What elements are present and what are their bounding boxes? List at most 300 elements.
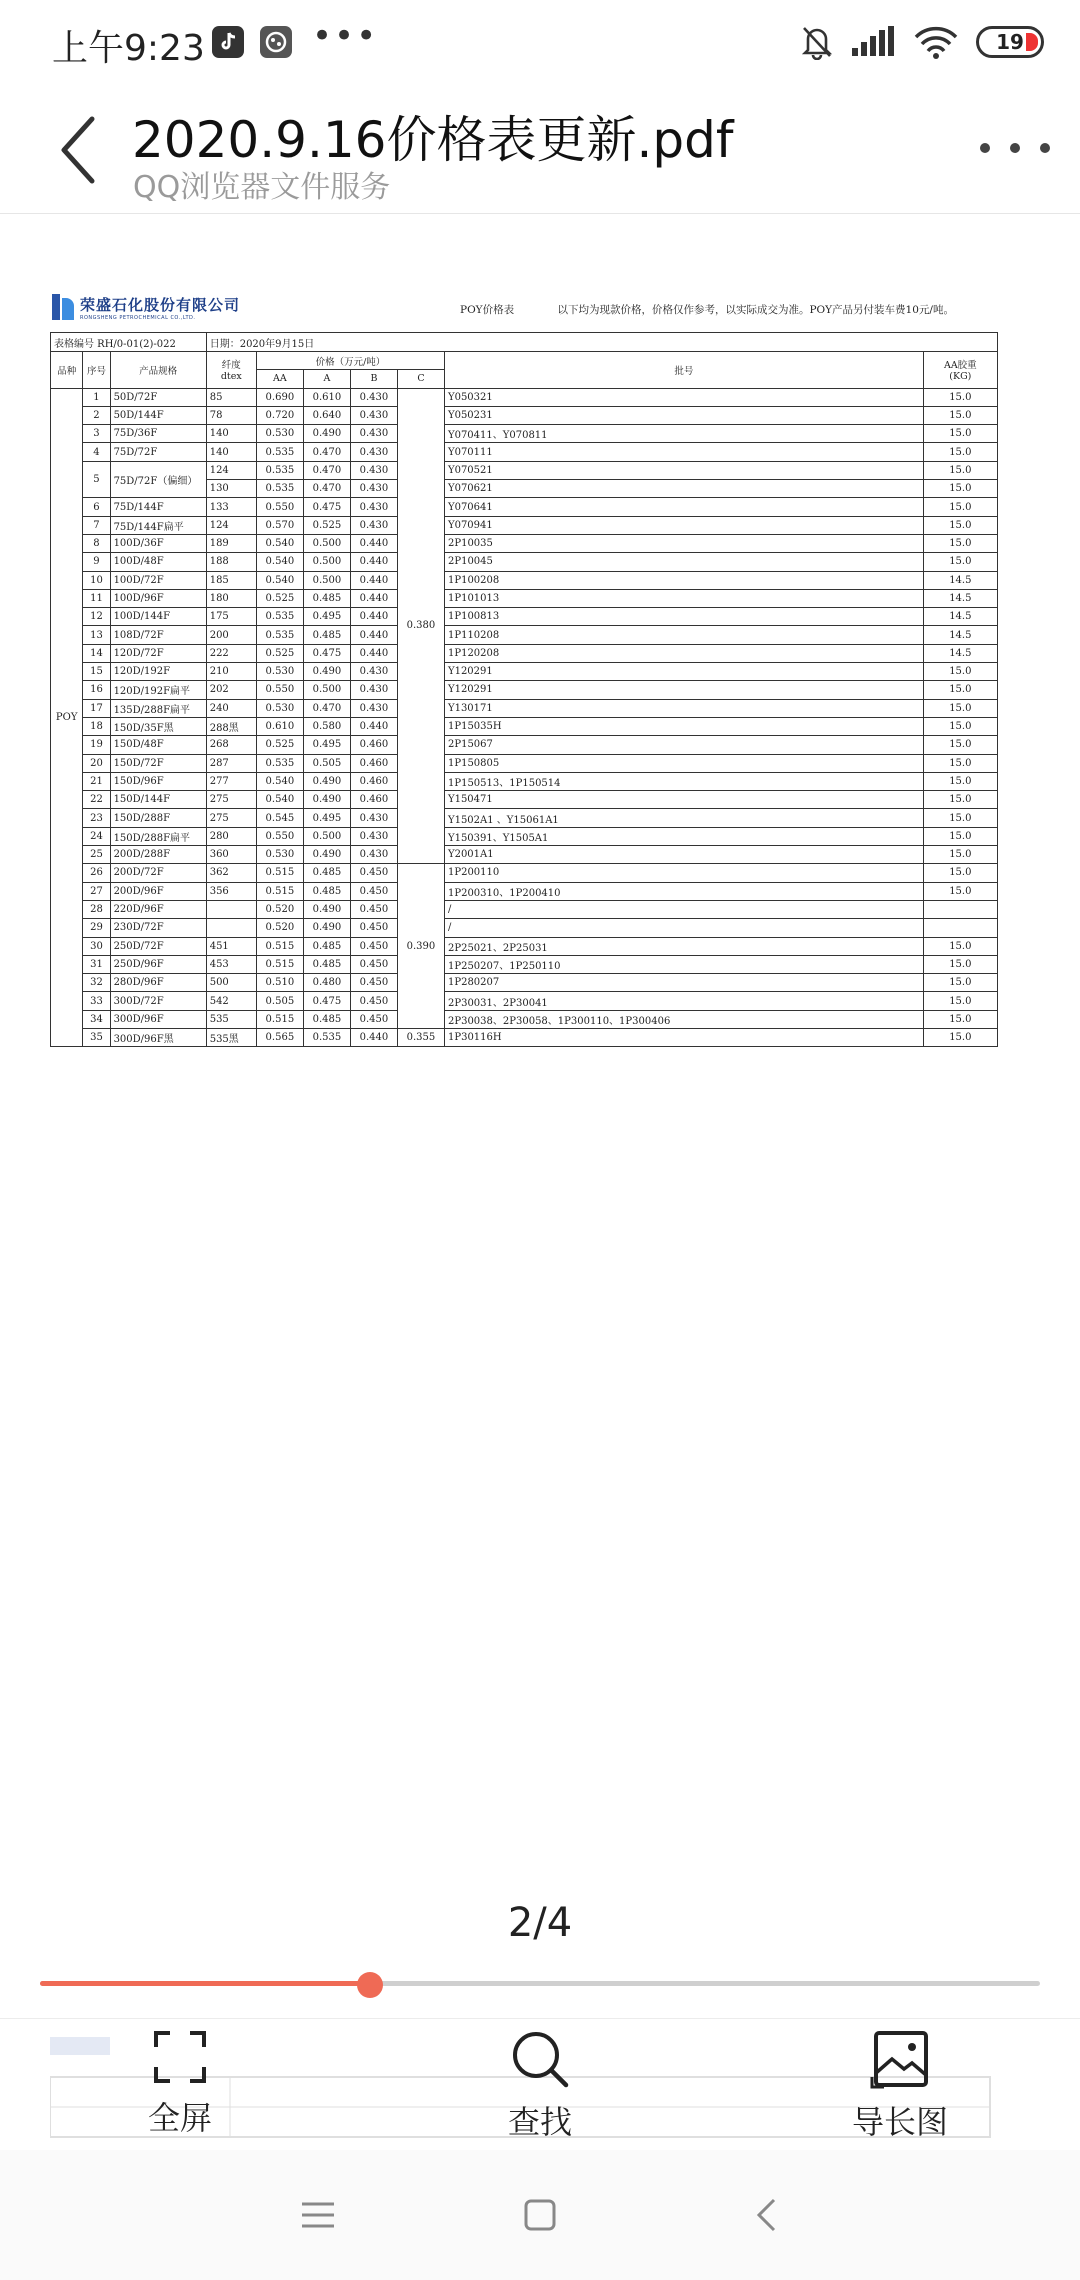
price-b-cell: 0.430	[350, 516, 397, 534]
seq-cell: 18	[83, 717, 110, 735]
batch-cell: 1P100813	[444, 608, 923, 626]
seq-cell: 4	[83, 443, 110, 461]
weight-cell: 15.0	[923, 955, 997, 973]
price-a-cell: 0.475	[303, 992, 350, 1010]
seq-cell: 7	[83, 516, 110, 534]
price-a-cell: 0.470	[303, 699, 350, 717]
seq-cell: 15	[83, 663, 110, 681]
price-a-cell: 0.470	[303, 443, 350, 461]
header-a: A	[303, 370, 350, 388]
file-service-subtitle: QQ浏览器文件服务	[133, 170, 391, 205]
dtex-cell: 130	[206, 480, 256, 498]
dtex-cell: 356	[206, 882, 256, 900]
spec-cell: 250D/96F	[110, 955, 206, 973]
price-aa-cell: 0.535	[256, 480, 303, 498]
price-b-cell: 0.430	[350, 681, 397, 699]
status-bar	[0, 0, 1080, 90]
nav-menu-button[interactable]	[288, 2190, 348, 2240]
spec-cell: 75D/36F	[110, 425, 206, 443]
table-row	[51, 809, 998, 827]
weight-cell: 14.5	[923, 571, 997, 589]
spec-cell: 120D/192F	[110, 663, 206, 681]
weight-cell: 15.0	[923, 516, 997, 534]
price-aa-cell: 0.550	[256, 498, 303, 516]
price-a-cell: 0.485	[303, 955, 350, 973]
header-price: 价格（万元/吨）	[256, 352, 444, 370]
price-a-cell: 0.475	[303, 498, 350, 516]
price-aa-cell: 0.510	[256, 974, 303, 992]
price-b-cell: 0.460	[350, 791, 397, 809]
price-aa-cell: 0.530	[256, 663, 303, 681]
batch-cell: 2P10045	[444, 553, 923, 571]
slider-progress	[40, 1981, 370, 1986]
price-b-cell: 0.450	[350, 882, 397, 900]
price-table	[50, 332, 998, 1047]
dtex-cell: 180	[206, 589, 256, 607]
spec-cell: 135D/288F扁平	[110, 699, 206, 717]
spec-cell: 50D/144F	[110, 406, 206, 424]
price-aa-cell: 0.525	[256, 589, 303, 607]
batch-cell: 1P200110	[444, 864, 923, 882]
seq-cell: 19	[83, 736, 110, 754]
dtex-cell: 542	[206, 992, 256, 1010]
price-b-cell: 0.450	[350, 919, 397, 937]
price-a-cell: 0.485	[303, 937, 350, 955]
batch-cell: Y070411、Y070811	[444, 425, 923, 443]
weight-cell: 15.0	[923, 974, 997, 992]
pdf-page[interactable]	[0, 270, 1080, 1070]
price-a-cell: 0.525	[303, 516, 350, 534]
weight-cell: 15.0	[923, 681, 997, 699]
table-row	[51, 992, 998, 1010]
price-a-cell: 0.610	[303, 388, 350, 406]
table-row	[51, 864, 998, 882]
spec-cell: 50D/72F	[110, 388, 206, 406]
weight-cell	[923, 919, 997, 937]
weight-cell: 15.0	[923, 882, 997, 900]
price-a-cell: 0.490	[303, 900, 350, 918]
batch-cell: Y070521	[444, 461, 923, 479]
weight-cell: 15.0	[923, 937, 997, 955]
rongsheng-logo-icon	[52, 294, 74, 320]
seq-cell: 11	[83, 589, 110, 607]
seq-cell: 17	[83, 699, 110, 717]
price-a-cell: 0.535	[303, 1028, 350, 1046]
spec-cell: 100D/36F	[110, 534, 206, 552]
price-aa-cell: 0.515	[256, 937, 303, 955]
mute-bell-icon	[800, 24, 834, 60]
price-a-cell: 0.640	[303, 406, 350, 424]
seq-cell: 30	[83, 937, 110, 955]
weight-cell: 15.0	[923, 663, 997, 681]
batch-cell: 1P200310、1P200410	[444, 882, 923, 900]
spec-cell: 100D/96F	[110, 589, 206, 607]
price-b-cell: 0.430	[350, 809, 397, 827]
price-a-cell: 0.490	[303, 791, 350, 809]
price-b-cell: 0.440	[350, 717, 397, 735]
weight-cell: 14.5	[923, 608, 997, 626]
price-a-cell: 0.485	[303, 589, 350, 607]
table-title: POY价格表	[460, 304, 515, 316]
company-logo	[52, 294, 240, 321]
file-title: 2020.9.16价格表更新.pdf	[132, 111, 734, 169]
price-a-cell: 0.490	[303, 846, 350, 864]
dtex-cell: 175	[206, 608, 256, 626]
seq-cell: 2	[83, 406, 110, 424]
batch-cell: Y150391、Y1505A1	[444, 827, 923, 845]
weight-cell: 15.0	[923, 534, 997, 552]
table-row	[51, 461, 998, 479]
seq-cell: 23	[83, 809, 110, 827]
price-aa-cell: 0.540	[256, 534, 303, 552]
price-b-cell: 0.440	[350, 1028, 397, 1046]
price-b-cell: 0.430	[350, 498, 397, 516]
batch-cell: 2P10035	[444, 534, 923, 552]
spec-cell: 150D/72F	[110, 754, 206, 772]
weight-cell: 15.0	[923, 498, 997, 516]
table-row	[51, 1010, 998, 1028]
slider-thumb[interactable]	[357, 1972, 383, 1998]
price-aa-cell: 0.565	[256, 1028, 303, 1046]
battery-level: 19	[996, 30, 1024, 54]
price-aa-cell: 0.535	[256, 443, 303, 461]
spec-cell: 150D/48F	[110, 736, 206, 754]
seq-cell: 12	[83, 608, 110, 626]
table-row	[51, 974, 998, 992]
weight-cell: 15.0	[923, 827, 997, 845]
seq-cell: 8	[83, 534, 110, 552]
batch-cell: Y070941	[444, 516, 923, 534]
batch-cell: Y130171	[444, 699, 923, 717]
fullscreen-icon	[152, 2029, 208, 2085]
spec-cell: 100D/72F	[110, 571, 206, 589]
price-b-cell: 0.440	[350, 626, 397, 644]
weight-cell: 14.5	[923, 626, 997, 644]
price-a-cell: 0.490	[303, 663, 350, 681]
batch-cell: Y120291	[444, 681, 923, 699]
weight-cell: 15.0	[923, 809, 997, 827]
seq-cell: 24	[83, 827, 110, 845]
fullscreen-button[interactable]	[90, 2029, 270, 2149]
dtex-cell	[206, 900, 256, 918]
back-button[interactable]	[48, 110, 108, 190]
nav-back-button[interactable]	[736, 2190, 796, 2240]
price-b-cell: 0.460	[350, 772, 397, 790]
spec-cell: 200D/96F	[110, 882, 206, 900]
price-b-cell: 0.450	[350, 937, 397, 955]
batch-cell: Y070641	[444, 498, 923, 516]
header-category: 品种	[51, 352, 83, 389]
price-aa-cell: 0.515	[256, 882, 303, 900]
spec-cell: 75D/144F	[110, 498, 206, 516]
table-row	[51, 425, 998, 443]
batch-cell: Y2001A1	[444, 846, 923, 864]
price-b-cell: 0.430	[350, 827, 397, 845]
price-a-cell: 0.470	[303, 461, 350, 479]
price-a-cell: 0.490	[303, 772, 350, 790]
page-slider[interactable]	[40, 1972, 1040, 1996]
tiktok-icon	[212, 26, 244, 58]
price-b-cell: 0.430	[350, 846, 397, 864]
seq-cell: 29	[83, 919, 110, 937]
price-b-cell: 0.440	[350, 571, 397, 589]
dtex-cell: 124	[206, 516, 256, 534]
spec-cell: 100D/48F	[110, 553, 206, 571]
seq-cell: 27	[83, 882, 110, 900]
price-a-cell: 0.470	[303, 480, 350, 498]
page-indicator: 2/4	[507, 1900, 573, 1946]
batch-cell: Y050231	[444, 406, 923, 424]
dtex-cell: 78	[206, 406, 256, 424]
status-icons	[800, 22, 1044, 62]
form-number: 表格编号 RH/0-01(2)-022	[51, 333, 207, 352]
dtex-cell: 222	[206, 644, 256, 662]
price-b-cell: 0.430	[350, 406, 397, 424]
dtex-cell: 500	[206, 974, 256, 992]
dtex-cell: 202	[206, 681, 256, 699]
price-aa-cell: 0.570	[256, 516, 303, 534]
weight-cell: 15.0	[923, 406, 997, 424]
price-aa-cell: 0.540	[256, 553, 303, 571]
weight-cell: 15.0	[923, 480, 997, 498]
signal-icon	[852, 26, 896, 58]
price-b-cell: 0.430	[350, 461, 397, 479]
fullscreen-label: 全屏	[147, 2099, 212, 2137]
dtex-cell: 535黑	[206, 1028, 256, 1046]
dtex-cell: 451	[206, 937, 256, 955]
price-a-cell: 0.485	[303, 882, 350, 900]
table-row	[51, 663, 998, 681]
price-a-cell: 0.480	[303, 974, 350, 992]
search-icon	[510, 2029, 570, 2089]
table-row	[51, 717, 998, 735]
long-image-icon	[870, 2029, 930, 2089]
dtex-cell: 268	[206, 736, 256, 754]
weight-cell: 15.0	[923, 846, 997, 864]
spec-cell: 75D/72F	[110, 443, 206, 461]
table-row	[51, 589, 998, 607]
spec-cell: 120D/72F	[110, 644, 206, 662]
company-name: 荣盛石化股份有限公司	[80, 296, 241, 314]
spec-cell: 300D/72F	[110, 992, 206, 1010]
batch-cell: /	[444, 900, 923, 918]
weight-cell: 15.0	[923, 388, 997, 406]
price-aa-cell: 0.535	[256, 608, 303, 626]
price-b-cell: 0.430	[350, 699, 397, 717]
wifi-icon	[914, 25, 958, 59]
price-aa-cell: 0.610	[256, 717, 303, 735]
batch-cell: 1P101013	[444, 589, 923, 607]
dtex-cell: 240	[206, 699, 256, 717]
table-row	[51, 571, 998, 589]
batch-cell: Y070111	[444, 443, 923, 461]
batch-cell: 1P150805	[444, 754, 923, 772]
table-row	[51, 516, 998, 534]
dtex-cell: 362	[206, 864, 256, 882]
price-b-cell: 0.450	[350, 864, 397, 882]
batch-cell: 1P15035H	[444, 717, 923, 735]
nav-back-icon	[754, 2197, 778, 2233]
seq-cell: 1	[83, 388, 110, 406]
header-b: B	[350, 370, 397, 388]
batch-cell: 1P280207	[444, 974, 923, 992]
table-row	[51, 406, 998, 424]
system-nav-bar	[0, 2150, 1080, 2280]
price-b-cell: 0.440	[350, 534, 397, 552]
price-b-cell: 0.460	[350, 736, 397, 754]
table-row	[51, 791, 998, 809]
bottom-toolbar	[0, 2018, 1080, 2150]
price-b-cell: 0.430	[350, 663, 397, 681]
batch-cell: 1P30116H	[444, 1028, 923, 1046]
dtex-cell: 275	[206, 791, 256, 809]
header-dtex: 纤度 dtex	[206, 352, 256, 389]
price-b-cell: 0.430	[350, 480, 397, 498]
seq-cell: 28	[83, 900, 110, 918]
back-arrow-icon	[58, 115, 98, 185]
seq-cell: 22	[83, 791, 110, 809]
spec-cell: 200D/72F	[110, 864, 206, 882]
table-row	[51, 626, 998, 644]
price-aa-cell: 0.535	[256, 626, 303, 644]
price-aa-cell: 0.525	[256, 644, 303, 662]
price-aa-cell: 0.515	[256, 864, 303, 882]
price-b-cell: 0.440	[350, 608, 397, 626]
company-name-en: RONGSHENG PETROCHEMICAL CO.,LTD.	[80, 315, 196, 321]
seq-cell: 5	[83, 461, 110, 498]
price-a-cell: 0.495	[303, 809, 350, 827]
seq-cell: 31	[83, 955, 110, 973]
table-row	[51, 772, 998, 790]
batch-cell: Y1502A1 、Y15061A1	[444, 809, 923, 827]
dtex-cell: 140	[206, 425, 256, 443]
title-bar	[0, 90, 1080, 214]
spec-cell: 300D/96F	[110, 1010, 206, 1028]
table-row	[51, 919, 998, 937]
price-b-cell: 0.430	[350, 443, 397, 461]
long-image-label: 导长图	[851, 2103, 948, 2141]
nav-home-button[interactable]	[510, 2190, 570, 2240]
table-row	[51, 846, 998, 864]
header-aa: AA	[256, 370, 303, 388]
dtex-cell: 453	[206, 955, 256, 973]
batch-cell: Y120291	[444, 663, 923, 681]
price-aa-cell: 0.550	[256, 681, 303, 699]
battery-icon	[976, 26, 1044, 58]
table-row	[51, 955, 998, 973]
dtex-cell: 277	[206, 772, 256, 790]
weight-cell: 15.0	[923, 754, 997, 772]
batch-cell: 1P100208	[444, 571, 923, 589]
dtex-cell: 200	[206, 626, 256, 644]
price-aa-cell: 0.540	[256, 571, 303, 589]
batch-cell: Y070621	[444, 480, 923, 498]
dtex-cell: 85	[206, 388, 256, 406]
batch-cell: 2P30038、2P30058、1P300110、1P300406	[444, 1010, 923, 1028]
seq-cell: 9	[83, 553, 110, 571]
batch-cell: Y050321	[444, 388, 923, 406]
price-a-cell: 0.505	[303, 754, 350, 772]
price-aa-cell: 0.515	[256, 955, 303, 973]
search-button[interactable]	[450, 2029, 630, 2149]
seq-cell: 26	[83, 864, 110, 882]
price-aa-cell: 0.525	[256, 736, 303, 754]
header-spec: 产品规格	[110, 352, 206, 389]
spec-cell: 120D/192F扁平	[110, 681, 206, 699]
seq-cell: 35	[83, 1028, 110, 1046]
spec-cell: 150D/288F扁平	[110, 827, 206, 845]
spec-cell: 108D/72F	[110, 626, 206, 644]
price-a-cell: 0.485	[303, 626, 350, 644]
spec-cell: 250D/72F	[110, 937, 206, 955]
weight-cell: 15.0	[923, 461, 997, 479]
batch-cell: Y150471	[444, 791, 923, 809]
price-b-cell: 0.450	[350, 992, 397, 1010]
price-aa-cell: 0.545	[256, 809, 303, 827]
menu-icon	[300, 2200, 336, 2230]
price-a-cell: 0.495	[303, 736, 350, 754]
price-b-cell: 0.450	[350, 955, 397, 973]
price-b-cell: 0.450	[350, 974, 397, 992]
price-b-cell: 0.430	[350, 425, 397, 443]
price-a-cell: 0.495	[303, 608, 350, 626]
table-row	[51, 553, 998, 571]
table-row	[51, 534, 998, 552]
table-row	[51, 644, 998, 662]
weight-cell: 15.0	[923, 791, 997, 809]
price-a-cell: 0.490	[303, 425, 350, 443]
dtex-cell: 280	[206, 827, 256, 845]
price-b-cell: 0.450	[350, 900, 397, 918]
more-button[interactable]	[980, 128, 1050, 168]
price-aa-cell: 0.530	[256, 846, 303, 864]
table-row	[51, 736, 998, 754]
price-aa-cell: 0.550	[256, 827, 303, 845]
price-a-cell: 0.500	[303, 534, 350, 552]
seq-cell: 10	[83, 571, 110, 589]
batch-cell: /	[444, 919, 923, 937]
table-row	[51, 443, 998, 461]
spec-cell: 200D/288F	[110, 846, 206, 864]
price-b-cell: 0.430	[350, 388, 397, 406]
table-row	[51, 388, 998, 406]
price-b-cell: 0.440	[350, 589, 397, 607]
price-b-cell: 0.440	[350, 644, 397, 662]
header-c: C	[397, 370, 444, 388]
dtex-cell	[206, 919, 256, 937]
weight-cell: 14.5	[923, 644, 997, 662]
weight-cell: 15.0	[923, 772, 997, 790]
seq-cell: 25	[83, 846, 110, 864]
search-label: 查找	[507, 2103, 572, 2141]
spec-cell: 220D/96F	[110, 900, 206, 918]
price-b-cell: 0.450	[350, 1010, 397, 1028]
price-a-cell: 0.475	[303, 644, 350, 662]
dtex-cell: 124	[206, 461, 256, 479]
weight-cell: 15.0	[923, 992, 997, 1010]
status-time: 上午9:23	[52, 28, 205, 69]
spec-cell: 75D/144F扁平	[110, 516, 206, 534]
app-notification-icon	[260, 26, 292, 58]
price-aa-cell: 0.720	[256, 406, 303, 424]
price-aa-cell: 0.530	[256, 699, 303, 717]
dtex-cell: 133	[206, 498, 256, 516]
dtex-cell: 288黑	[206, 717, 256, 735]
long-image-button[interactable]	[810, 2029, 990, 2149]
weight-cell: 15.0	[923, 864, 997, 882]
weight-cell: 15.0	[923, 736, 997, 754]
weight-cell: 15.0	[923, 553, 997, 571]
